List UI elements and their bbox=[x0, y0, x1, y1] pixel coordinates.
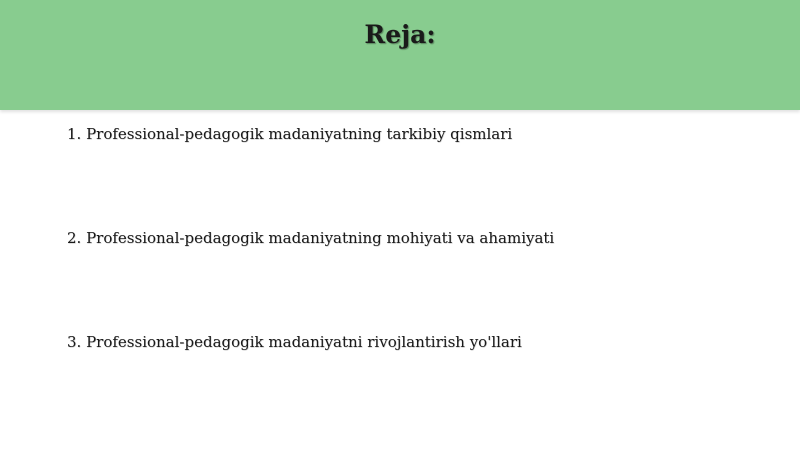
slide-title: Reja: bbox=[364, 20, 436, 49]
plan-item-1: 1. Professional-pedagogik madaniyatning tarkibiy qismlari bbox=[67, 125, 513, 143]
header-band bbox=[0, 0, 800, 110]
plan-list bbox=[67, 124, 767, 436]
plan-item-3: 3. Professional-pedagogik madaniyatni rivojlantirish yo'llari bbox=[67, 333, 522, 351]
plan-item-2: 2. Professional-pedagogik madaniyatning mohiyati va ahamiyati bbox=[67, 229, 555, 247]
